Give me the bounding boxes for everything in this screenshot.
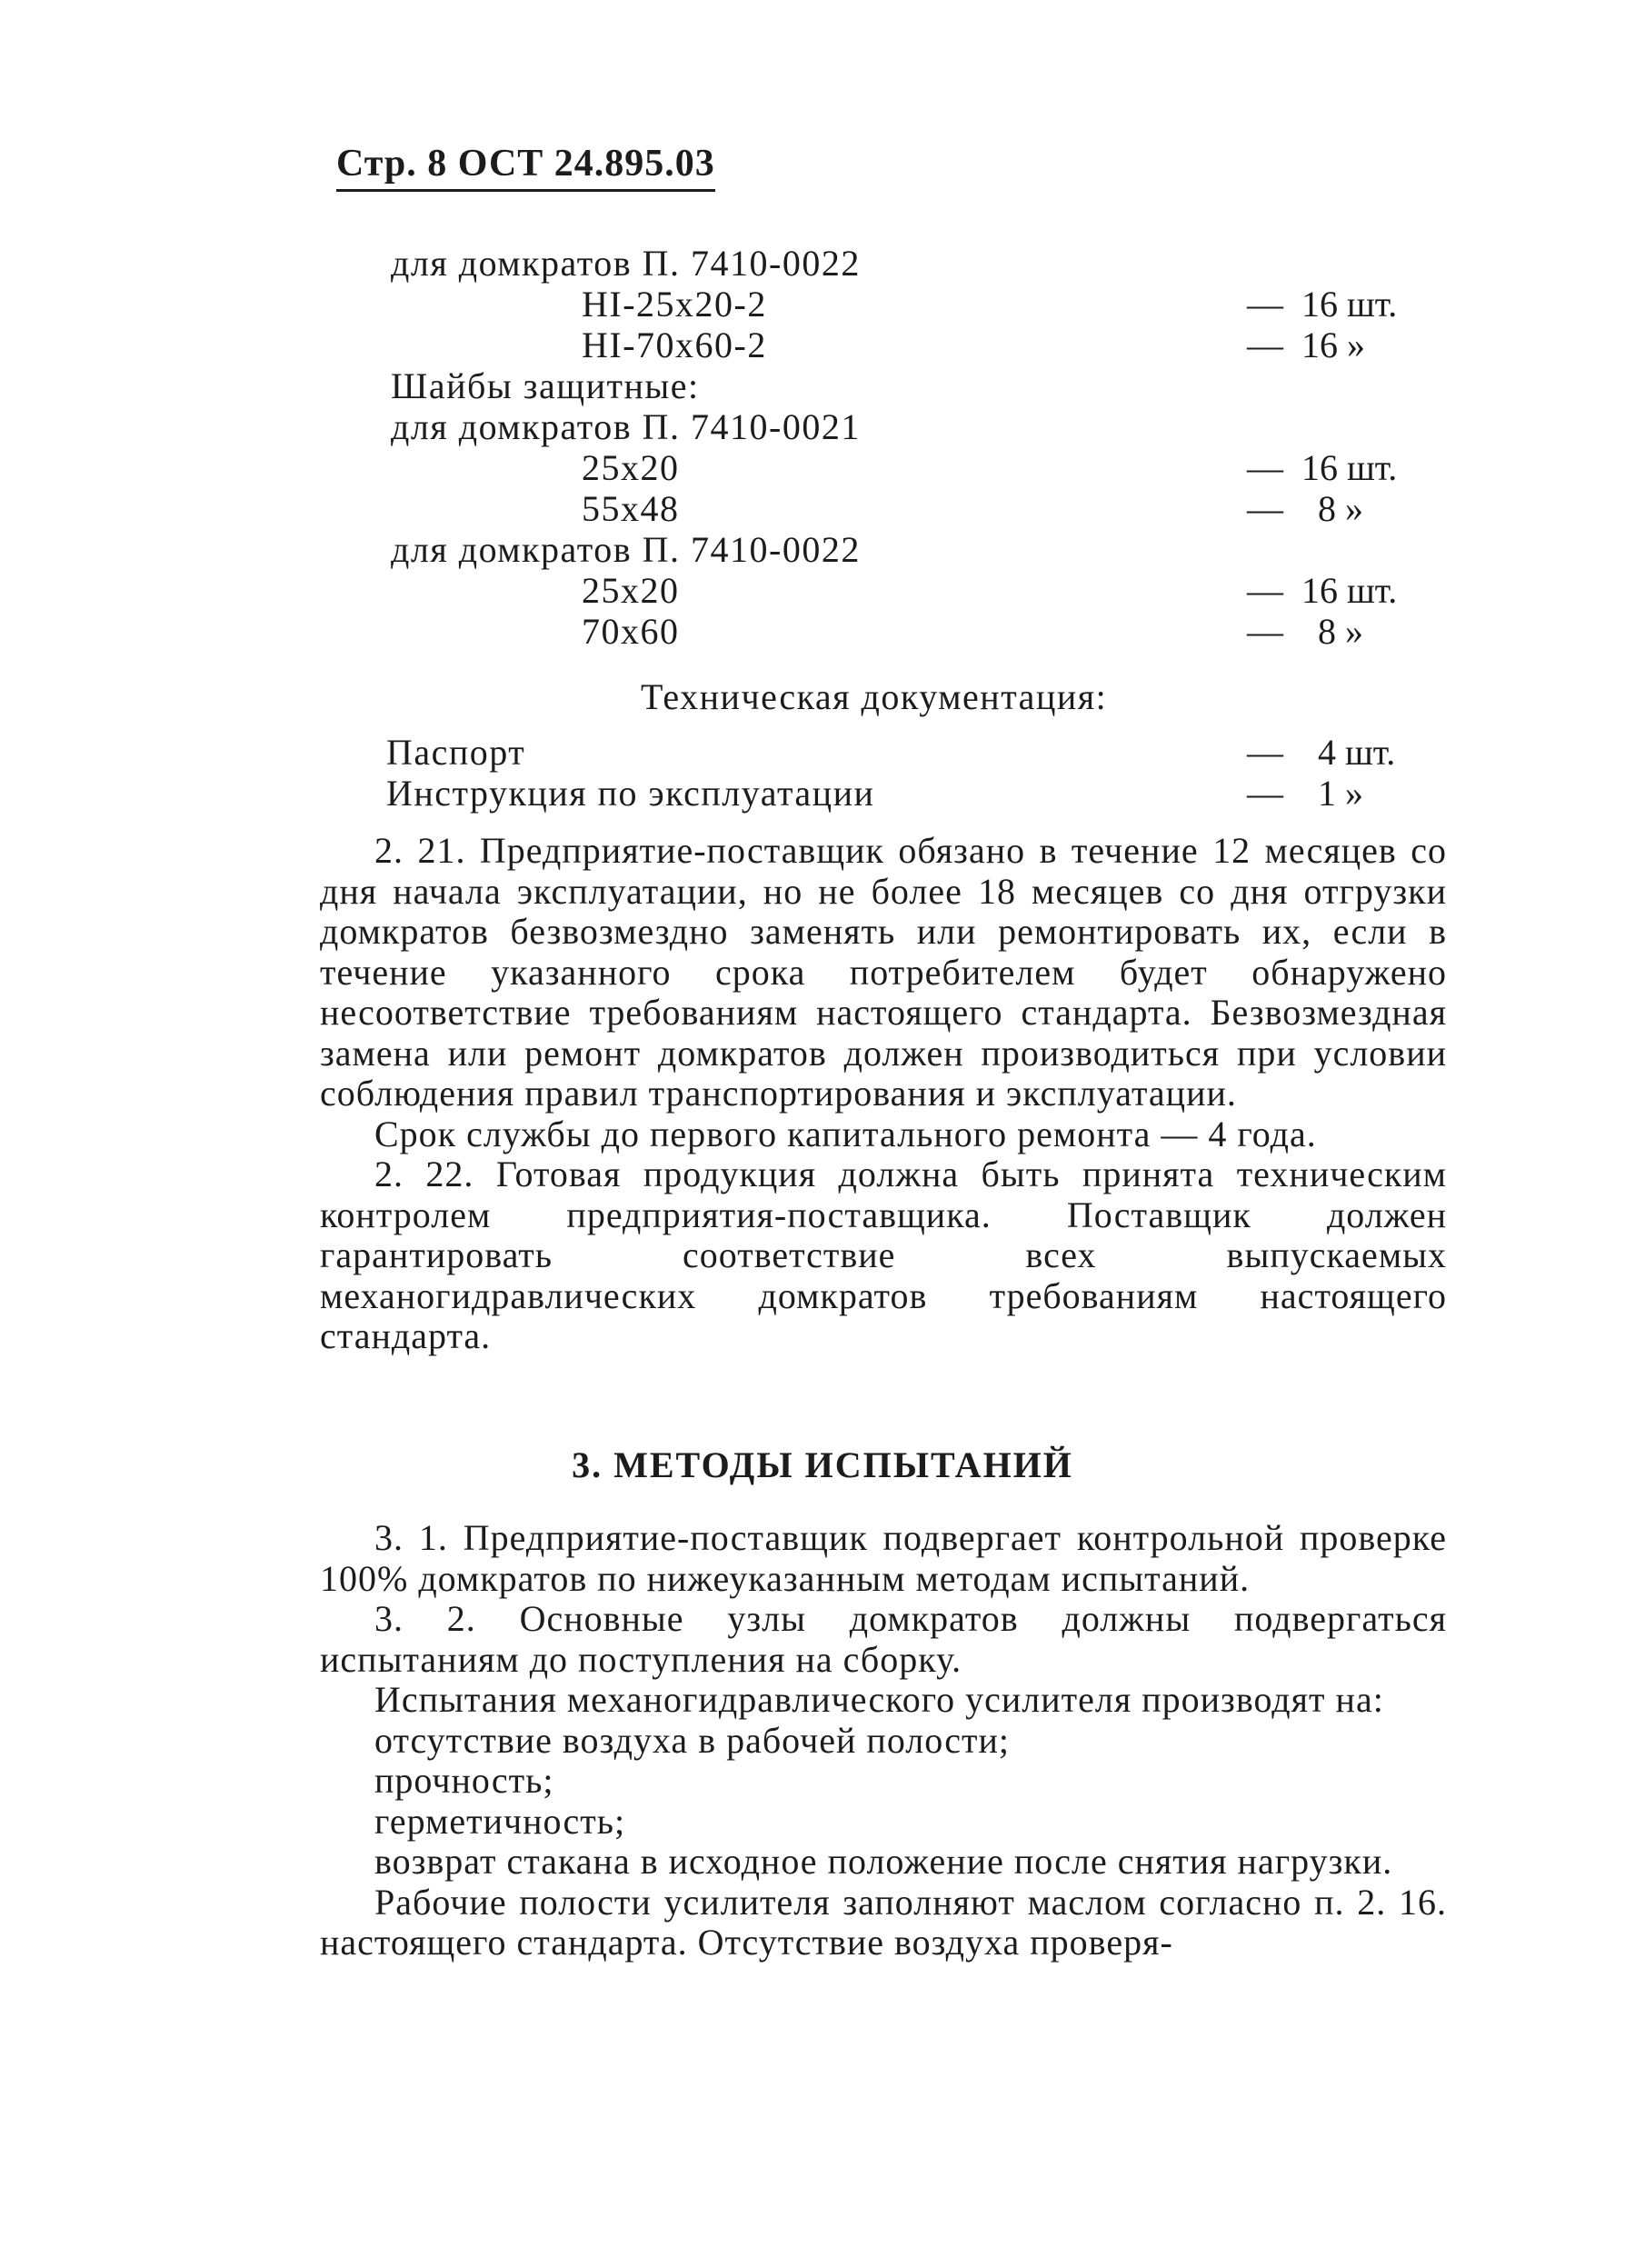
list-row-text: Шайбы защитные:: [391, 365, 700, 406]
paragraph-tests-intro: Испытания механогидравлического усилителя производят на:: [374, 1679, 1384, 1720]
list-row-text: для домкратов П. 7410-0022: [391, 243, 861, 284]
paragraph-3-2: 3. 2. Основные узлы домкратов должны подвергаться испытаниям до поступления на сборку.: [320, 1598, 1447, 1680]
list-row-qty: 16 шт.: [1301, 447, 1398, 488]
list-item: возврат стакана в исходное положение после снятия нагрузки.: [374, 1841, 1393, 1882]
tech-doc-dash: —: [1247, 732, 1283, 773]
list-row-text: 70x60: [582, 611, 680, 652]
list-row-qty: 8 »: [1318, 611, 1363, 652]
body-text-block: [320, 831, 1447, 1357]
list-row-qty: 16 шт.: [1301, 570, 1398, 611]
list-row-text: 25x20: [582, 570, 680, 611]
list-item: отсутствие воздуха в рабочей полости;: [374, 1719, 1011, 1761]
list-row-qty: 16 шт.: [1301, 284, 1398, 325]
list-row-text: 25x20: [582, 447, 680, 488]
list-row-dash: —: [1247, 488, 1283, 529]
section-title: 3. МЕТОДЫ ИСПЫТАНИЙ: [572, 1444, 1073, 1485]
list-row-qty: 16 »: [1301, 325, 1365, 365]
paragraph-oil-filling: Рабочие полости усилителя заполняют маслом согласно п. 2. 16. настоящего стандарта. Отсутствие воздуха проверя-: [320, 1881, 1447, 1963]
tech-doc-title: Техническая документация:: [641, 676, 1108, 717]
list-row-text: 55x48: [582, 488, 680, 529]
tech-doc-item: Инструкция по эксплуатации: [386, 773, 875, 814]
list-item: герметичность;: [374, 1800, 626, 1842]
page-header: Стр. 8 ОСТ 24.895.03: [336, 142, 715, 192]
paragraph-2-22: 2. 22. Готовая продукция должна быть принята техническим контролем предприятия-поставщика. Поставщик должен гарантировать соответствие всех выпускаемых механогидравлических домкратов требованиям настоящего стандарта.: [320, 1154, 1447, 1356]
list-row-dash: —: [1247, 325, 1283, 365]
tech-doc-dash: —: [1247, 773, 1283, 814]
list-row-text: для домкратов П. 7410-0021: [391, 406, 861, 447]
list-item: прочность;: [374, 1760, 554, 1801]
list-row-text: HI-70x60-2: [582, 325, 767, 365]
paragraph-service-life: Срок службы до первого капитального ремонта — 4 года.: [374, 1113, 1317, 1154]
list-row-text: HI-25x20-2: [582, 284, 767, 325]
list-row-text: для домкратов П. 7410-0022: [391, 529, 861, 570]
tech-doc-item: Паспорт: [386, 732, 526, 773]
methods-text-block: [320, 1518, 1447, 1963]
list-row-dash: —: [1247, 611, 1283, 652]
list-row-qty: 8 »: [1318, 488, 1363, 529]
list-row-dash: —: [1247, 570, 1283, 611]
paragraph-2-21: 2. 21. Предприятие-поставщик обязано в течение 12 месяцев со дня начала эксплуатации, но не более 18 месяцев со дня отгрузки домкратов безвозмездно заменять или ремонтировать их, если в течение указанного срока потребителем будет обнаружено несоответствие требованиям настоящего стандарта. Безвозмездная замена или ремонт домкратов должен производиться при условии соблюдения правил транспортирования и эксплуатации.: [320, 830, 1447, 1114]
paragraph-3-1: 3. 1. Предприятие-поставщик подвергает контрольной проверке 100% домкратов по нижеуказанным методам испытаний.: [320, 1517, 1447, 1599]
list-row-dash: —: [1247, 284, 1283, 325]
tech-doc-qty: 1 »: [1318, 773, 1363, 814]
tech-doc-qty: 4 шт.: [1318, 732, 1396, 773]
list-row-dash: —: [1247, 447, 1283, 488]
